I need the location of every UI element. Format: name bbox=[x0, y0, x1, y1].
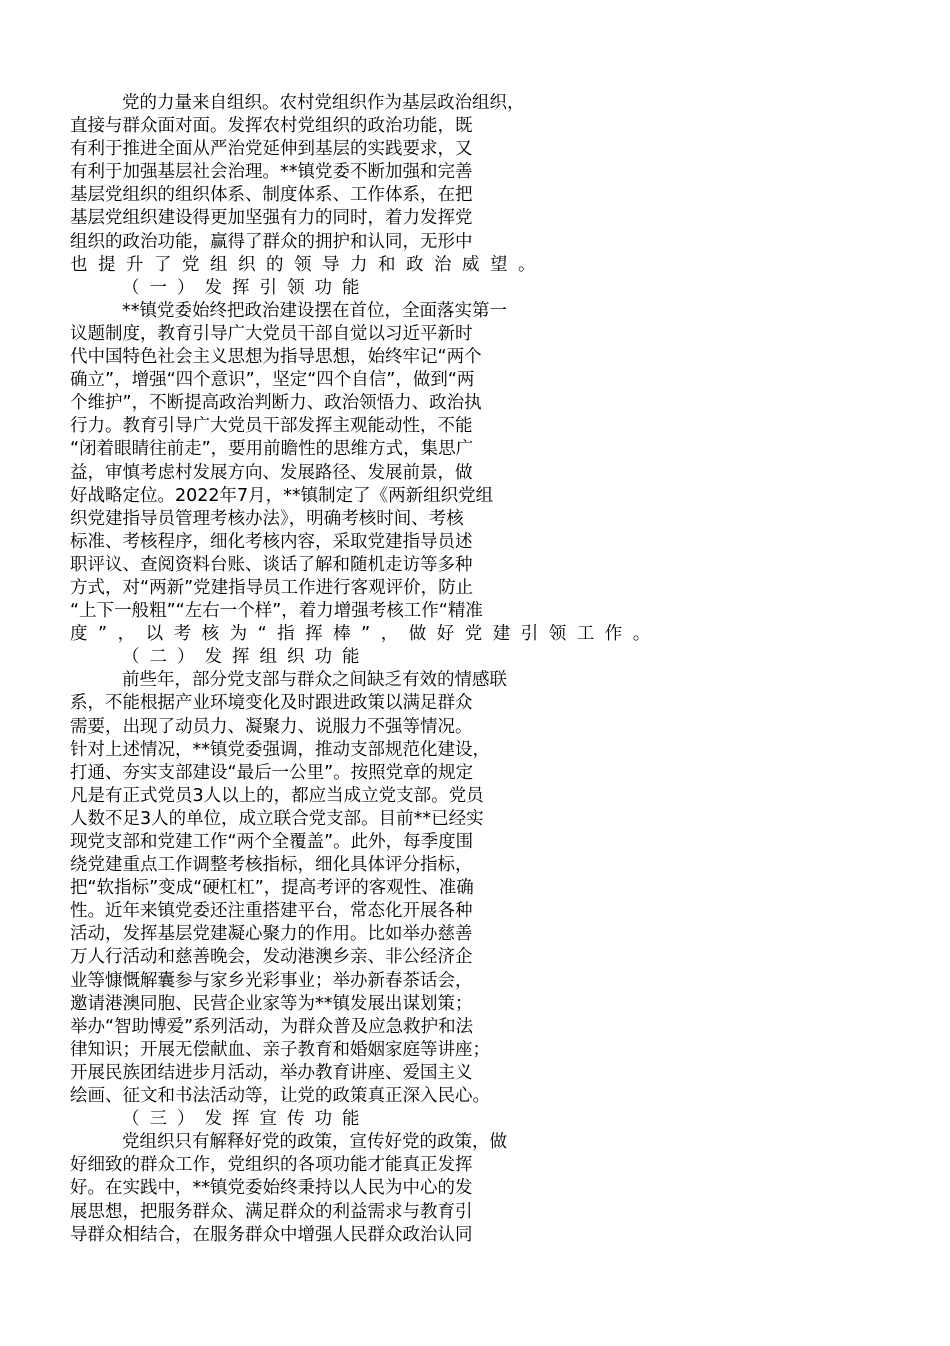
text-line: 性。近年来镇党委还注重搭建平台，常态化开展各种 bbox=[70, 901, 473, 922]
section-heading: （二）发挥组织功能 bbox=[122, 647, 370, 668]
text-line: 现党支部和党建工作“两个全覆盖”。此外，每季度围 bbox=[70, 832, 474, 852]
text-line: 益，审慎考虑村发展方向、发展路径、发展前景，做 bbox=[70, 462, 473, 483]
text-line: 业等慷慨解囊参与家乡光彩事业；举办新春茶话会， bbox=[70, 970, 473, 991]
text-line: 行力。教育引导广大党员干部发挥主观能动性，不能 bbox=[70, 416, 473, 437]
text-line: 凡是有正式党员3人以上的，都应当成立党支部。党员 bbox=[70, 785, 484, 806]
text-line: “闭着眼睛往前走”，要用前瞻性的思维方式，集思广 bbox=[70, 439, 474, 460]
text-line: 邀请港澳同胞、民营企业家等为**镇发展出谋划策； bbox=[70, 993, 473, 1014]
text-line: 需要，出现了动员力、凝聚力、说服力不强等情况。 bbox=[70, 716, 473, 737]
text-line: 基层党组织的组织体系、制度体系、工作体系，在把 bbox=[70, 185, 473, 206]
text-line: 组织的政治功能，赢得了群众的拥护和认同，无形中 bbox=[70, 231, 473, 252]
text-line: 党组织只有解释好党的政策，宣传好党的政策，做 bbox=[122, 1132, 507, 1153]
text-line: 织党建指导员管理考核办法》，明确考核时间、考核 bbox=[70, 508, 464, 529]
text-line: 也提升了党组织的领导力和政治威望。 bbox=[70, 254, 546, 275]
text-line: 方式，对“两新”党建指导员工作进行客观评价，防止 bbox=[70, 577, 474, 598]
text-line: 代中国特色社会主义思想为指导思想，始终牢记“两个 bbox=[70, 347, 482, 368]
text-line: 好战略定位。2022年7月，**镇制定了《两新组织党组 bbox=[70, 485, 494, 506]
text-line: 人数不足3人的单位，成立联合党支部。目前**已经实 bbox=[70, 808, 484, 829]
text-line: 把“软指标”变成“硬杠杠”，提高考评的客观性、准确 bbox=[70, 878, 474, 899]
text-line: 举办“智助博爱”系列活动，为群众普及应急救护和法 bbox=[70, 1016, 474, 1037]
text-line: 好。在实践中，**镇党委始终秉持以人民为中心的发 bbox=[70, 1178, 473, 1199]
document-body bbox=[70, 92, 890, 1247]
text-line: 党的力量来自组织。农村党组织作为基层政治组织， bbox=[122, 93, 525, 113]
text-line: 万人行活动和慈善晚会，发动港澳乡亲、非公经济企 bbox=[70, 947, 473, 968]
text-line: “上下一般粗”“左右一个样”，着力增强考核工作“精准 bbox=[70, 601, 483, 622]
text-line: 标准、考核程序，细化考核内容，采取党建指导员述 bbox=[70, 531, 473, 552]
text-line: 基层党组织建设得更加坚强有力的同时，着力发挥党 bbox=[70, 208, 473, 229]
text-line: 打通、夯实支部建设“最后一公里”。按照党章的规定 bbox=[70, 762, 474, 783]
text-line: 绘画、征文和书法活动等，让党的政策真正深入民心。 bbox=[70, 1086, 490, 1107]
text-line: 针对上述情况，**镇党委强调，推动支部规范化建设， bbox=[70, 739, 490, 760]
text-line: 导群众相结合，在服务群众中增强人民群众政治认同 bbox=[70, 1224, 473, 1245]
text-line: 个维护”，不断提高政治判断力、政治领悟力、政治执 bbox=[70, 393, 482, 414]
text-line: 展思想，把服务群众、满足群众的利益需求与教育引 bbox=[70, 1201, 473, 1222]
text-line: 确立”，增强“四个意识”，坚定“四个自信”，做到“两 bbox=[70, 370, 475, 391]
text-line: 好细致的群众工作，党组织的各项功能才能真正发挥 bbox=[70, 1155, 473, 1176]
text-line: 有利于推进全面从严治党延伸到基层的实践要求，又 bbox=[70, 139, 473, 160]
text-line: 前些年，部分党支部与群众之间缺乏有效的情感联 bbox=[122, 670, 507, 691]
text-line: 活动，发挥基层党建凝心聚力的作用。比如举办慈善 bbox=[70, 924, 473, 945]
text-line: 议题制度，教育引导广大党员干部自觉以习近平新时 bbox=[70, 323, 473, 344]
text-line: 有利于加强基层社会治理。**镇党委不断加强和完善 bbox=[70, 162, 473, 183]
text-line: **镇党委始终把政治建设摆在首位，全面落实第一 bbox=[122, 300, 507, 321]
text-line: 绕党建重点工作调整考核指标，细化具体评分指标， bbox=[70, 855, 473, 876]
text-line: 开展民族团结进步月活动，举办教育讲座、爱国主义 bbox=[70, 1062, 473, 1083]
section-heading: （三）发挥宣传功能 bbox=[122, 1109, 370, 1130]
text-line: 系，不能根据产业环境变化及时跟进政策以满足群众 bbox=[70, 693, 473, 714]
text-line: 律知识；开展无偿献血、亲子教育和婚姻家庭等讲座； bbox=[70, 1039, 490, 1060]
section-heading: （一）发挥引领功能 bbox=[122, 277, 370, 298]
text-line: 直接与群众面对面。发挥农村党组织的政治功能，既 bbox=[70, 116, 473, 137]
text-line: 度”，以考核为“指挥棒”，做好党建引领工作。 bbox=[70, 624, 661, 645]
text-line: 职评议、查阅资料台账、谈话了解和随机走访等多种 bbox=[70, 554, 473, 575]
